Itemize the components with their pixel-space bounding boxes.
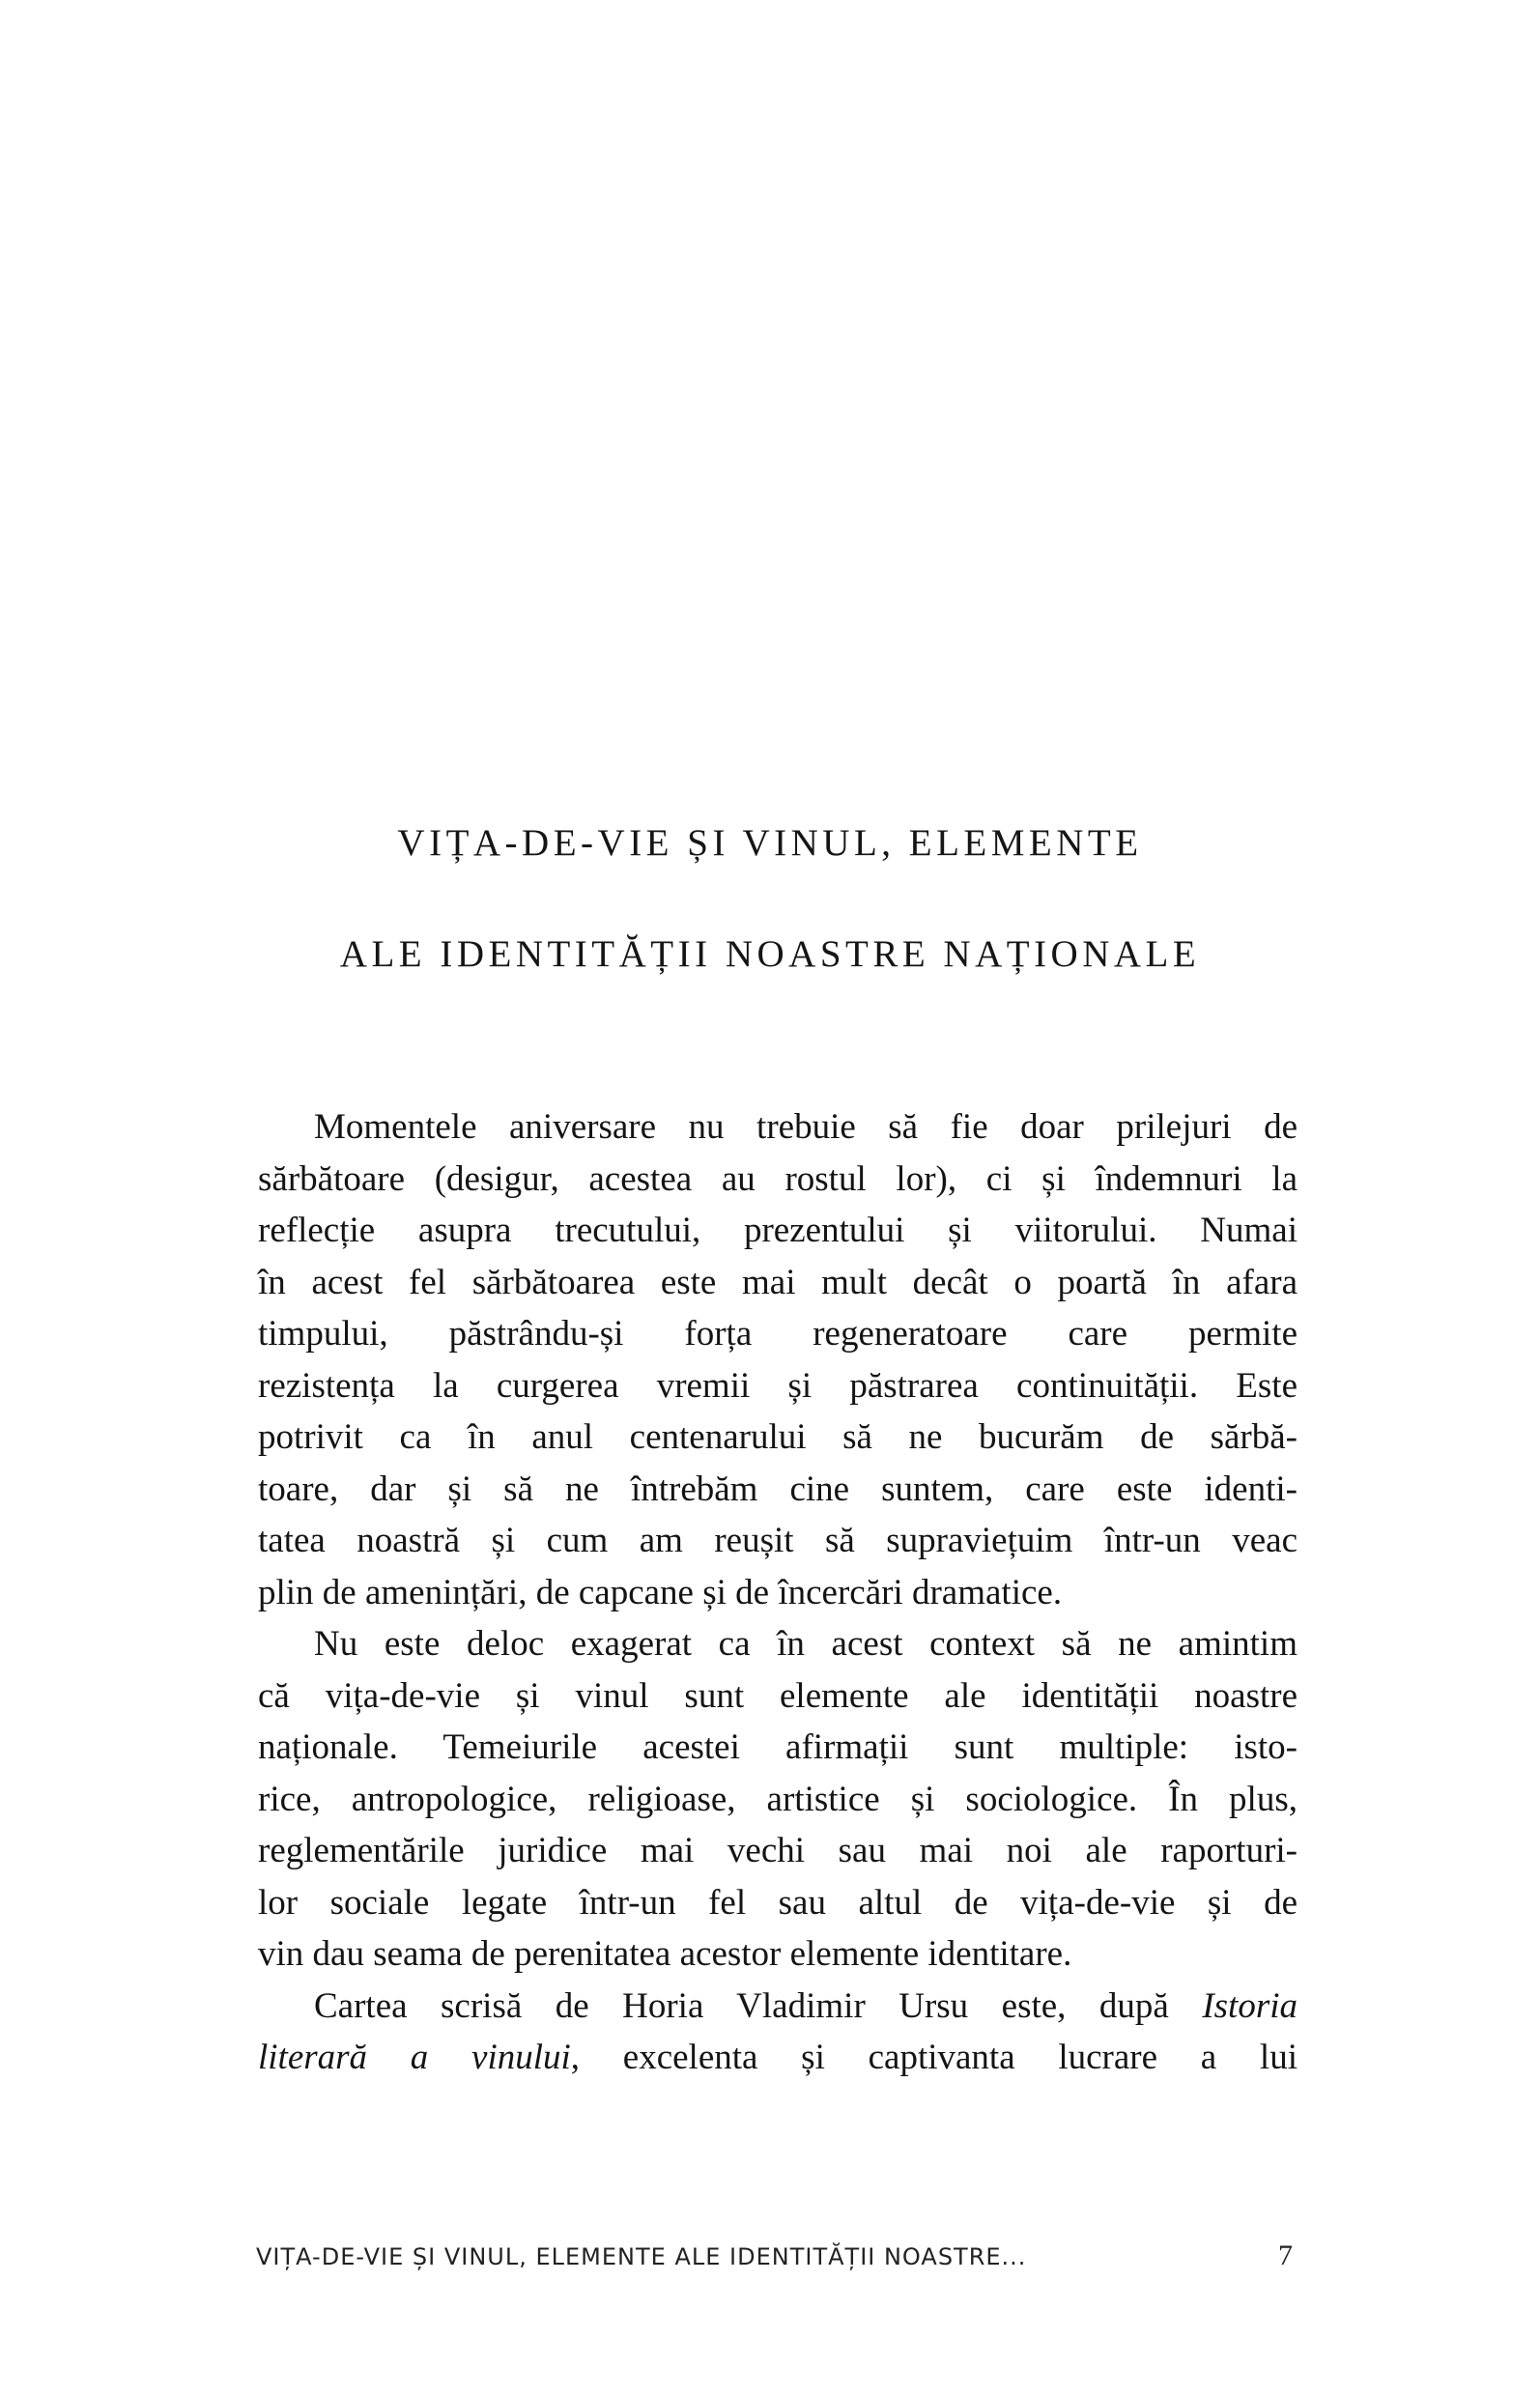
paragraph-2-line: rice, antropologice, religioase, artistice și sociologice. În plus, — [258, 1779, 1298, 1819]
paragraph-1-line: potrivit ca în anul centenarului să ne bucurăm de sărbă- — [258, 1417, 1298, 1457]
paragraph-1-line: rezistența la curgerea vremii și păstrarea continuității. Este — [258, 1365, 1298, 1406]
page-number: 7 — [1278, 2239, 1293, 2271]
paragraph-1-line: în acest fel sărbătoarea este mai mult decât o poartă în afara — [258, 1262, 1298, 1302]
paragraph-2-line: naționale. Temeiurile acestei afirmații sunt multiple: isto- — [258, 1727, 1298, 1767]
paragraph-3-line — [258, 1981, 1298, 2033]
paragraph-3-line — [258, 2032, 1298, 2084]
paragraph-2-line: vin dau seama de perenitatea acestor elemente identitare. — [258, 1934, 1072, 1974]
paragraph-1-line: toare, dar și să ne întrebăm cine suntem, care este identi- — [258, 1469, 1298, 1509]
paragraph-1-line: timpului, păstrându-și forța regeneratoare care permite — [258, 1314, 1298, 1354]
paragraph-2-line: reglementările juridice mai vechi sau mai noi ale raporturi- — [258, 1831, 1298, 1870]
paragraph-2-line: Nu este deloc exagerat ca în acest context să ne amintim — [314, 1624, 1298, 1664]
page-footer — [256, 2239, 1293, 2272]
chapter-title-line-1: VIȚA-DE-VIE ȘI VINUL, ELEMENTE — [397, 822, 1143, 864]
paragraph-1-line: reflecție asupra trecutului, prezentului și viitorului. Numai — [258, 1211, 1298, 1250]
book-title-italic: literară a vinului — [258, 2038, 571, 2077]
paragraph-3-text: Cartea scrisă de Horia Vladimir Ursu este, după — [314, 1985, 1203, 2026]
paragraph-1-line: Momentele aniversare nu trebuie să fie doar prilejuri de — [314, 1107, 1298, 1147]
paragraph-2-line: lor sociale legate într-un fel sau altul de vița-de-vie și de — [258, 1882, 1298, 1923]
book-title-italic: Istoria — [1202, 1985, 1298, 2026]
chapter-title-line-2: ALE IDENTITĂȚII NOASTRE NAȚIONALE — [339, 933, 1201, 975]
paragraph-3-text: , excelenta și captivanta lucrare a lui — [570, 2038, 1298, 2077]
paragraph-1-line: tatea noastră și cum am reușit să supraviețuim într-un veac — [258, 1521, 1298, 1560]
paragraph-1-line: plin de amenințări, de capcane și de încercări dramatice. — [258, 1572, 1063, 1612]
paragraph-1-line: sărbătoare (desigur, acestea au rostul lor), ci și îndemnuri la — [258, 1158, 1298, 1199]
body-text — [258, 1101, 1298, 2084]
running-head: VIȚA-DE-VIE ȘI VINUL, ELEMENTE ALE IDENTITĂȚII NOASTRE... — [256, 2243, 1027, 2270]
paragraph-2-line: că vița-de-vie și vinul sunt elemente ale identității noastre — [258, 1675, 1298, 1716]
